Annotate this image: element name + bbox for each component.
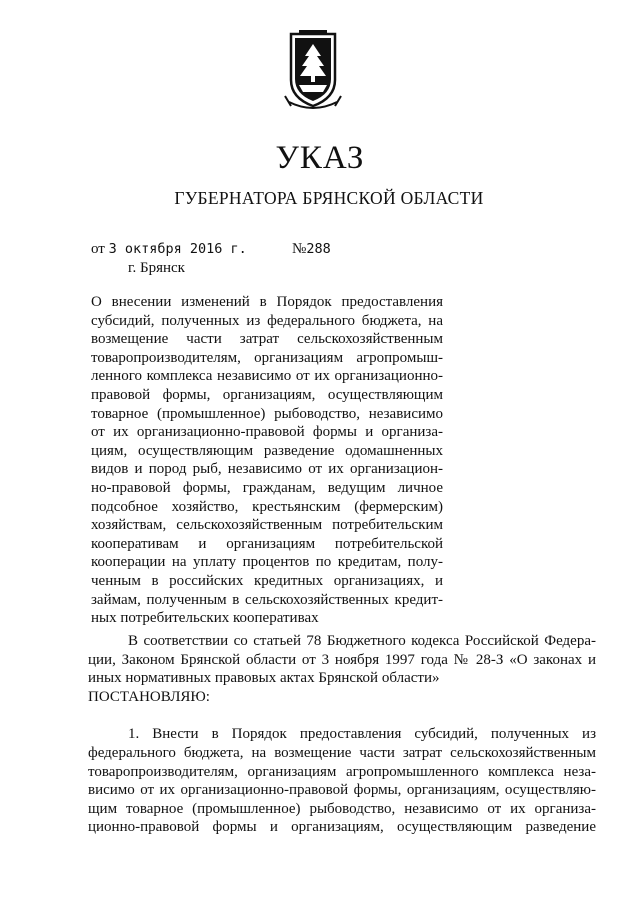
subject-line: от их организационно-правовой формы и организа- bbox=[91, 424, 443, 441]
document-subtitle: ГУБЕРНАТОРА БРЯНСКОЙ ОБЛАСТИ bbox=[174, 188, 484, 208]
subject-line: подсобное хозяйство, крестьянским (фермерским) bbox=[91, 498, 443, 515]
decree-body bbox=[88, 632, 596, 837]
subject-line: кооперативам и организациям потребительской bbox=[91, 535, 443, 552]
subject-line: ленного комплекса независимо от их организационно- bbox=[91, 368, 443, 385]
subject-line: ных потребительских кооперативах bbox=[91, 610, 319, 627]
date-line bbox=[91, 241, 247, 258]
document-title: УКАЗ bbox=[275, 140, 365, 176]
item-line: федерального бюджета, на возмещение части затрат сельскохозяйственным bbox=[88, 744, 596, 761]
item-line: товаропроизводителям, организациям агропромышленного комплекса неза- bbox=[88, 763, 596, 780]
subject-line: товаропроизводителям, организациям агропромыш- bbox=[91, 349, 443, 366]
subject-line: видов и пород рыб, независимо от их организацион- bbox=[91, 461, 443, 478]
date-prefix: от bbox=[91, 241, 105, 257]
preamble-line: ции, Законом Брянской области от 3 ноября 1997 года № 28-З «О законах и bbox=[88, 651, 596, 668]
subject-line: О внесении изменений в Порядок предоставления bbox=[91, 294, 443, 310]
number-value: 288 bbox=[306, 241, 331, 257]
subject-line: правовой формы, организациям, осуществляющим bbox=[91, 386, 443, 403]
number-prefix: № bbox=[292, 241, 307, 257]
decree-resolution: ПОСТАНОВЛЯЮ: bbox=[88, 688, 210, 705]
subject-line: кооперации на уплату процентов по кредитам, полу- bbox=[91, 554, 443, 571]
preamble-line: В соответствии со статьей 78 Бюджетного кодекса Российской Федера- bbox=[128, 633, 596, 649]
subject-line: циям, осуществляющим разведение одомашненных bbox=[91, 442, 443, 459]
item-line: щим товарное (промышленное) рыбоводство, независимо от их организа- bbox=[88, 800, 596, 817]
subject-line: но-правовой формы, гражданам, ведущим личное bbox=[91, 479, 443, 496]
date-value: 3 октября 2016 г. bbox=[108, 241, 247, 257]
document-number bbox=[292, 241, 331, 258]
subject-line: займам, полученным в сельскохозяйственных кредит- bbox=[91, 591, 443, 608]
item-line: висимо от их организационно-правовой формы, организациям, осуществляю- bbox=[88, 782, 596, 799]
subject-line: возмещение части затрат сельскохозяйственным bbox=[91, 331, 443, 348]
subject-line: хозяйствам, сельскохозяйственным потребительским bbox=[91, 517, 443, 534]
city-line: г. Брянск bbox=[128, 260, 185, 276]
subject-line: ченным в российских кредитных организациях, и bbox=[91, 572, 443, 589]
item-line: 1. Внести в Порядок предоставления субсидий, полученных из bbox=[128, 726, 596, 743]
decree-subject bbox=[91, 293, 443, 628]
coat-of-arms-emblem bbox=[277, 30, 349, 112]
paragraph-gap bbox=[88, 706, 596, 725]
item-line: ционно-правовой формы и организациям, осуществляющим разведение bbox=[88, 819, 596, 836]
preamble-line: иных нормативных правовых актах Брянской области» bbox=[88, 670, 440, 687]
subject-line: субсидий, полученных из федерального бюджета, на bbox=[91, 312, 443, 329]
subject-line: товарное (промышленное) рыбоводство, независимо bbox=[91, 405, 443, 422]
